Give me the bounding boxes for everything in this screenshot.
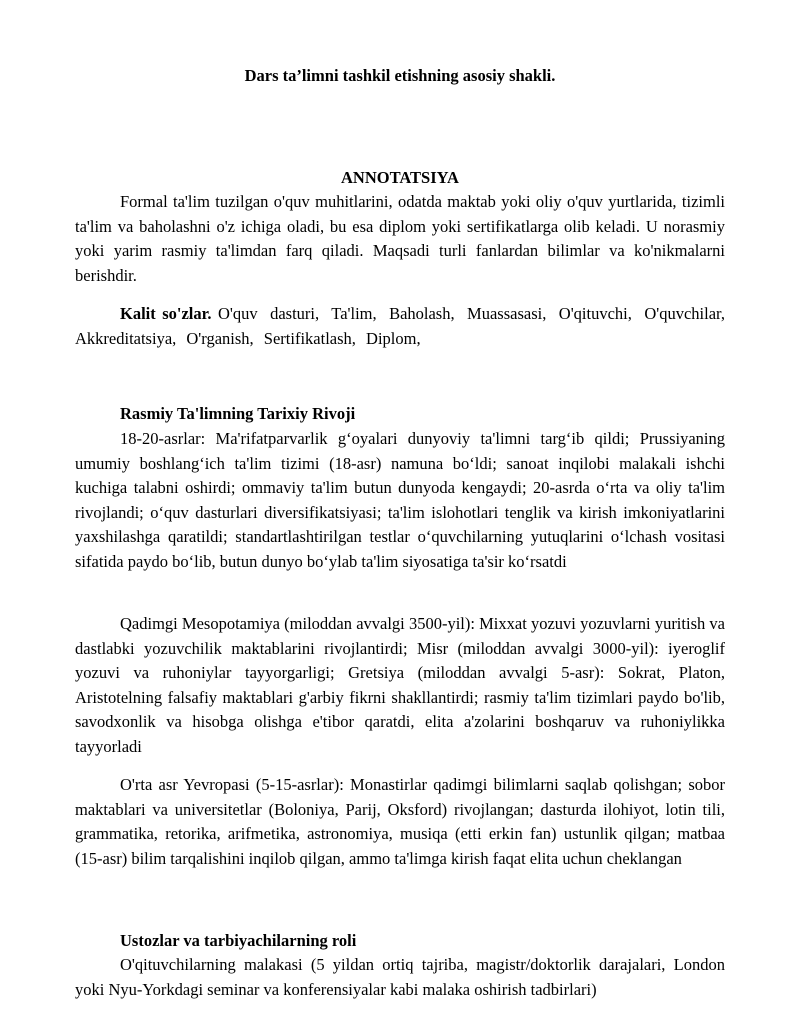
document-title: Dars ta’limni tashkil etishning asosiy shakli. (244, 66, 556, 85)
keywords-list: O'quv dasturi, Ta'lim, Baholash, Muassasasi, O'qituvchi, O'quvchilar, Akkreditatsiya, O'rganish, Sertifikatlash, Diplom, (75, 304, 725, 348)
keywords-paragraph (75, 302, 725, 351)
history-paragraph-3: O'rta asr Yevropasi (5-15-asrlar): Monastirlar qadimgi bilimlarni saqlab qolishgan; sobor maktablari va universitetlar (Boloniya, Parij, Oksford) rivojlangan; dasturda ilohiyot, lotin tili, grammatika, retorika, arifmetika, astronomiya, musiqa (etti erkin fan) ustunlik qilgan; matbaa (15-asr) bilim tarqalishini inqilob qilgan, ammo ta'limga kirish faqat elita uchun cheklangan (75, 775, 725, 868)
keywords-label: Kalit so'zlar. (120, 304, 212, 323)
teachers-paragraph-1: O'qituvchilarning malakasi (5 yildan ortiq tajriba, magistr/doktorlik darajalari, London yoki Nyu-Yorkdagi seminar va konferensiyalar kabi malaka oshirish tadbirlari) (75, 955, 725, 999)
section-heading-history: Rasmiy Ta'limning Tarixiy Rivoji (120, 404, 356, 423)
section-heading-teachers: Ustozlar va tarbiyachilarning roli (120, 931, 357, 950)
annotation-paragraph: Formal ta'lim tuzilgan o'quv muhitlarini, odatda maktab yoki oliy o'quv yurtlarida, tizimli ta'lim va baholashni o'z ichiga oladi, bu esa diplom yoki sertifikatlarga olib keladi. U norasmiy yoki yarim rasmiy ta'limdan farq qiladi. Maqsadi turli fanlardan bilimlar va ko'nikmalarni berishdir. (75, 192, 725, 285)
annotation-heading: ANNOTATSIYA (341, 168, 459, 187)
history-paragraph-2: Qadimgi Mesopotamiya (miloddan avvalgi 3500-yil): Mixxat yozuvi yozuvlarni yuritish va dastlabki yozuvchilik maktablarini rivojlantirdi; Misr (miloddan avvalgi 3000-yil): iyeroglif yozuvi va ruhoniylar tayyorgarligi; Gretsiya (miloddan avvalgi 5-asr): Sokrat, Platon, Aristotelning falsafiy maktablari g'arbiy fikrni shakllantirdi; rasmiy ta'lim tizimlari paydo bo'lib, savodxonlik va hisobga olishga e'tibor qaratdi, elita a'zolarini boshqaruv va ruhoniylikka tayyorladi (75, 614, 725, 756)
history-paragraph-1: 18-20-asrlar: Ma'rifatparvarlik g‘oyalari dunyoviy ta'limni targ‘ib qildi; Prussiyaning umumiy boshlang‘ich ta'lim tizimi (18-asr) namuna bo‘ldi; sanoat inqilobi malakali ishchi kuchiga talabni oshirdi; ommaviy ta'lim butun dunyoda kengaydi; 20-asrda o‘rta va oliy ta'lim rivojlandi; o‘quv dasturlari diversifikatsiyasi; ta'lim islohotlari tenglik va kirish imkoniyatlarini yaxshilashga qaratildi; standartlashtirilgan testlar o‘quvchilarning yutuqlarini o‘lchash vositasi sifatida paydo bo‘lib, butun dunyo bo‘ylab ta'lim siyosatiga ta'sir ko‘rsatdi (75, 429, 725, 571)
